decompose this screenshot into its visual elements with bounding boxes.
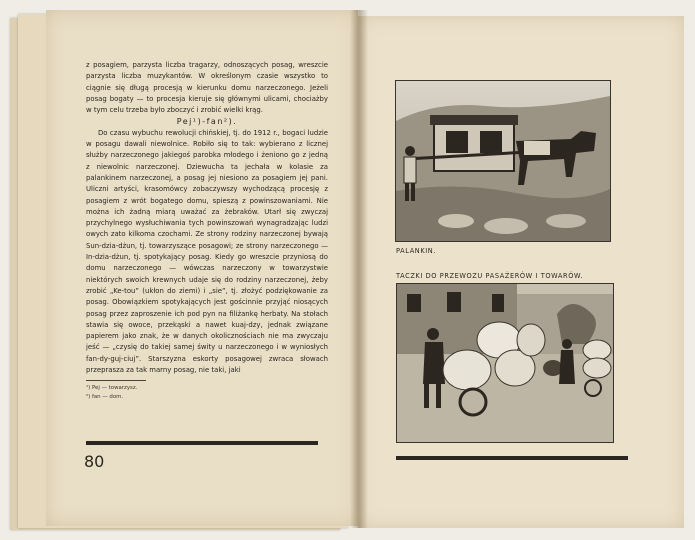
left-page-text xyxy=(86,60,328,401)
paragraph-1: z posagiem, parzysta liczba tragarzy, odnoszących posag, wreszcie parzysta liczba muzykantów. W określonym czasie wszystko to ciągnie się długą procesją w kierunku domu narzeczonego. Jeżeli posag bogaty — to procesja kieruje się głównymi ulicami, chociażby w tym celu trzeba było zboczyć i zrobić wielki krąg. xyxy=(86,61,328,115)
palanquin-photo xyxy=(395,80,611,242)
page-number: 80 xyxy=(84,452,105,471)
wheelbarrow-photo xyxy=(396,283,614,443)
section-heading: Pej¹)-fan²). xyxy=(176,117,238,127)
book-gutter xyxy=(350,10,368,528)
footnote-2: ²) fan — dom. xyxy=(86,393,124,400)
left-page-bottom-rule xyxy=(86,441,318,445)
palanquin-caption: PALANKIN. xyxy=(396,247,437,255)
footnote-rule xyxy=(86,380,146,381)
footnote-1: ¹) Pej — towarzysz. xyxy=(86,385,138,392)
wheelbarrow-caption: TACZKI DO PRZEWOZU PASAŻERÓW I TOWARÓW. xyxy=(396,272,584,280)
paragraph-2: Do czasu wybuchu rewolucji chińskiej, tj. do 1912 r., bogaci ludzie w posagu dawali niewolnice. Robiło się to tak: wybierano z licznej służby narzeczonego jakiegoś parobka młodego i żeniono go z jedną z niewolnic narzeczonej. Dziewucha ta jechała w kolasie za palankinem narzeczonej, a posag jej niesiono za posagiem jej pani. Uliczni artyści, krasomówcy zobaczywszy wychodzącą procesję z posagiem z wrót bogatego domu, spieszą z powinszowaniami. Nie można ich żadną miarą uważać za żebraków. Utarł się zwyczaj przychylnego wysłuchiwania tych powinszowań wynagradzając ludzi owych zato kilkoma czochami. Ze strony rodziny narzeczonej bywają Sun-dzia-dżun, tj. towarzyszące posagowi; ze strony narzeczonego — In-dzia-dżun, tj. spotykający posag. Kiedy go wreszcie przyniosą do domu narzeczonego — wówczas narzeczony w towarzystwie niektórych swoich krewnych udaje się do rodziny narzeczonej, żeby zrobić „Ke-tou” (ukłon do ziemi) i „sie”, tj. złożyć podziękowanie za posag. Obowiązkiem spotykających jest gościnnie przyjąć niosących posag przez zaproszenie ich pod pyn na filiżankę herbaty. Na stołach stawia się owoce, przekąski a nawet kuaj-dzy, jednak związane papierem jako znak, że w danych okolicznościach nie ma zwyczaju jeść — „czysię do takiej samej świty u narzeczonego i w wyniosłych fan-dy-guj-ciuj”. Starszyzna eskorty posagowej zwraca słowach przeprasza za tak marny posag, nie taki, jaki xyxy=(86,128,328,375)
right-page-bottom-rule xyxy=(396,456,628,460)
